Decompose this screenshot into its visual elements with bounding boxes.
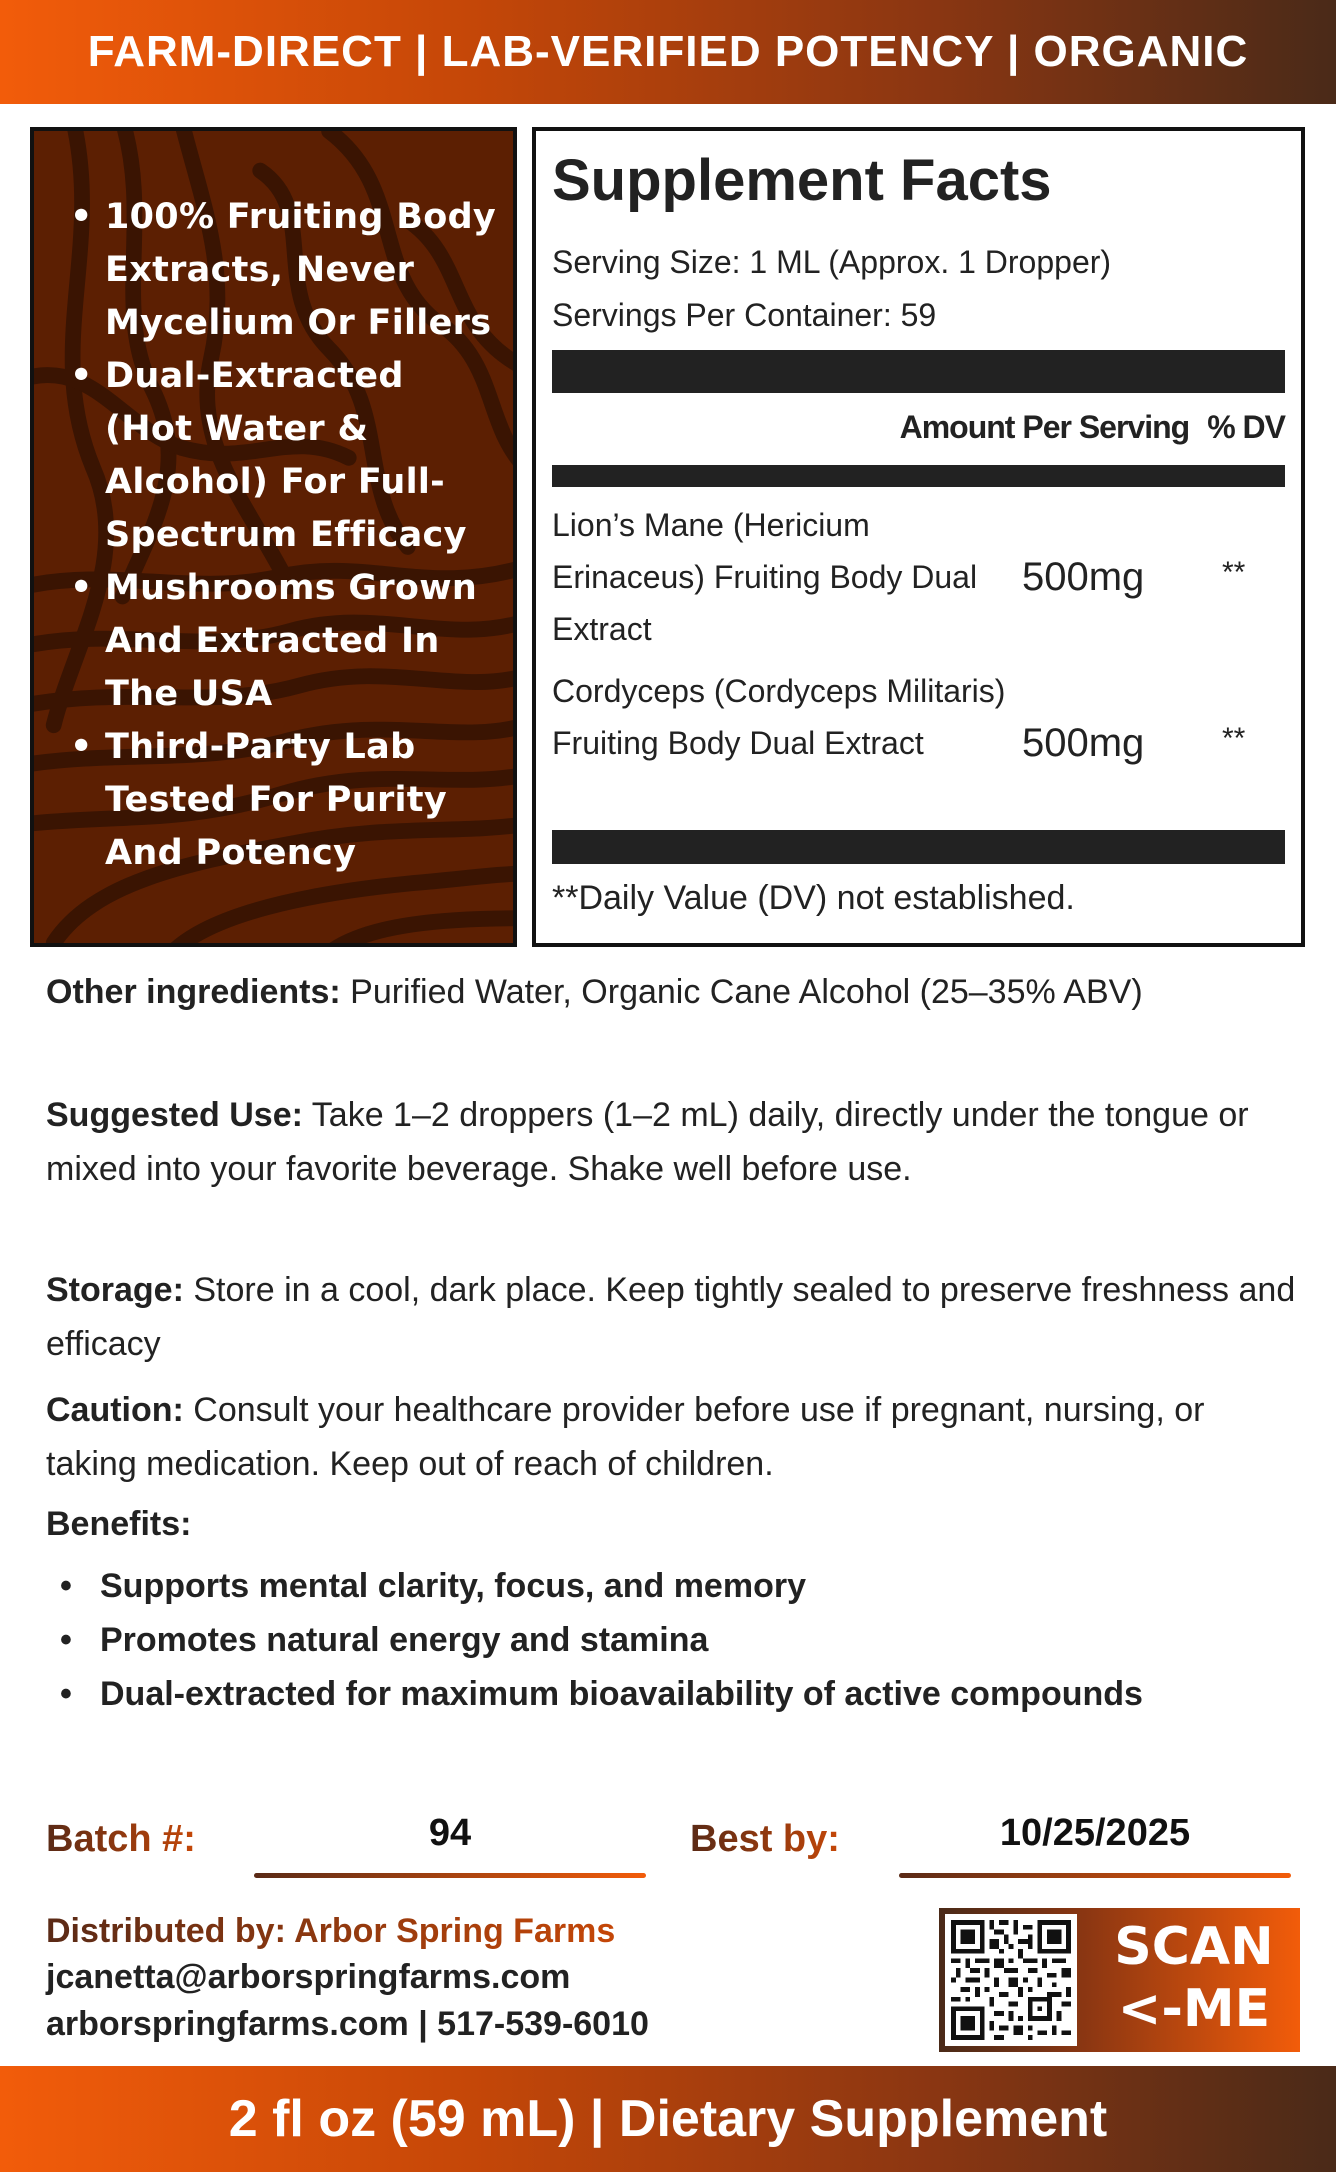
bullet-icon: • [60, 1675, 72, 1713]
suggested-use-text: Take 1–2 droppers (1–2 mL) daily, directly under the tongue or mixed into your favorite beverage. Shake well before use. [46, 1096, 1249, 1188]
ingredient-row [552, 499, 1285, 655]
benefits-title: Benefits: [46, 1505, 192, 1543]
scan-me-label [1099, 1916, 1289, 2040]
bullet-icon: • [60, 1621, 72, 1659]
feature-item [70, 191, 503, 350]
bullet-icon: • [70, 356, 93, 396]
top-banner-text: FARM-DIRECT | LAB-VERIFIED POTENCY | ORGANIC [87, 27, 1249, 76]
ingredient-dv: ** [1222, 556, 1246, 589]
amount-per-serving-header: Amount Per Serving [899, 409, 1190, 445]
divider-bar-medium [552, 465, 1285, 487]
ingredient-dv: ** [1222, 722, 1246, 755]
scan-line-2: <-ME [1117, 1979, 1271, 2039]
dv-header: % DV [1207, 409, 1285, 445]
divider-bar-bottom [552, 830, 1285, 864]
feature-item [70, 350, 503, 562]
divider-bar-thick [552, 350, 1285, 393]
caution-label: Caution: [46, 1391, 184, 1429]
suggested-use [46, 1088, 1296, 1196]
ingredient-name: Cordyceps (Cordyceps Militaris) Fruiting Body Dual Extract [552, 673, 1006, 761]
servings-per-container: Servings Per Container: 59 [552, 297, 937, 333]
batch-value: 94 [428, 1812, 472, 1854]
scan-line-1: SCAN [1114, 1917, 1274, 1977]
bullet-icon: • [60, 1567, 72, 1605]
storage-text: Store in a cool, dark place. Keep tightly sealed to preserve freshness and efficacy [46, 1271, 1296, 1363]
bullet-icon: • [70, 197, 93, 237]
benefits-list [46, 1559, 1246, 1721]
feature-item [70, 721, 503, 880]
feature-label: 100% Fruiting Body Extracts, Never Mycelium Or Fillers [105, 197, 497, 343]
benefit-item [46, 1559, 1246, 1613]
best-by-value: 10/25/2025 [999, 1812, 1191, 1854]
best-by-underline [899, 1873, 1291, 1878]
facts-header-row [900, 409, 1285, 446]
qr-code[interactable] [945, 1914, 1077, 2046]
batch-underline [254, 1873, 646, 1878]
supplement-facts-panel [532, 127, 1305, 947]
ingredient-row [552, 665, 1285, 821]
scan-me-box[interactable] [939, 1908, 1300, 2052]
best-by-label: Best by: [690, 1818, 840, 1860]
batch-label: Batch #: [46, 1818, 196, 1860]
benefit-item [46, 1667, 1246, 1721]
ingredient-amount: 500mg [1022, 555, 1145, 599]
other-ingredients-label: Other ingredients: [46, 973, 341, 1011]
benefit-label: Dual-extracted for maximum bioavailability of active compounds [100, 1675, 1143, 1713]
dv-footnote: **Daily Value (DV) not established. [552, 879, 1075, 917]
qr-code-icon [951, 1920, 1071, 2040]
benefit-label: Supports mental clarity, focus, and memory [100, 1567, 806, 1605]
feature-label: Mushrooms Grown And Extracted In The USA [105, 568, 478, 714]
other-ingredients [46, 965, 1296, 1019]
other-ingredients-text: Purified Water, Organic Cane Alcohol (25–35% ABV) [340, 973, 1143, 1011]
benefit-item [46, 1613, 1246, 1667]
distributor-line: Distributed by: Arbor Spring Farms [46, 1912, 616, 1950]
bullet-icon: • [70, 727, 93, 767]
bottom-banner [0, 2066, 1336, 2172]
storage [46, 1263, 1296, 1371]
distributor-email[interactable]: jcanetta@arborspringfarms.com [46, 1958, 571, 1996]
benefit-label: Promotes natural energy and stamina [100, 1621, 709, 1659]
suggested-use-label: Suggested Use: [46, 1096, 303, 1134]
features-list [70, 191, 503, 880]
top-banner [0, 0, 1336, 104]
features-panel [30, 127, 517, 947]
supplement-facts-title: Supplement Facts [552, 148, 1052, 213]
serving-size: Serving Size: 1 ML (Approx. 1 Dropper) [552, 244, 1112, 280]
bullet-icon: • [70, 568, 93, 608]
feature-label: Dual-Extracted (Hot Water & Alcohol) For Full-Spectrum Efficacy [105, 356, 467, 555]
ingredient-name: Lion’s Mane (Hericium Erinaceus) Fruiting Body Dual Extract [552, 507, 978, 647]
distributor-web-phone[interactable]: arborspringfarms.com | 517-539-6010 [46, 2005, 649, 2043]
bottom-banner-text: 2 fl oz (59 mL) | Dietary Supplement [228, 2090, 1108, 2148]
feature-item [70, 562, 503, 721]
feature-label: Third-Party Lab Tested For Purity And Potency [105, 727, 447, 873]
ingredient-amount: 500mg [1022, 721, 1145, 765]
storage-label: Storage: [46, 1271, 184, 1309]
caution [46, 1383, 1296, 1491]
caution-text: Consult your healthcare provider before use if pregnant, nursing, or taking medication. Keep out of reach of children. [46, 1391, 1205, 1483]
